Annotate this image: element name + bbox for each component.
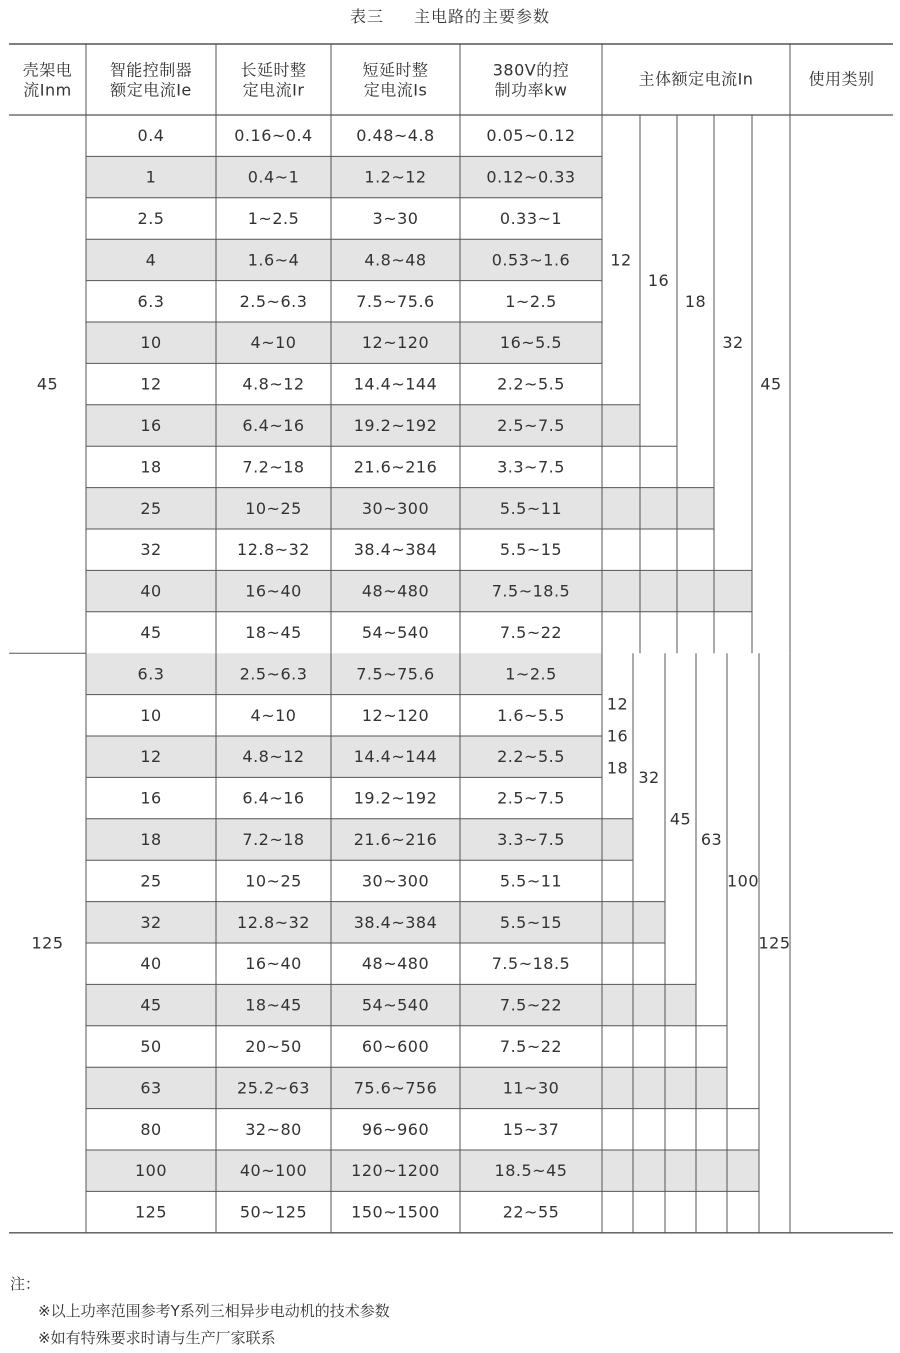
- table-cell: 7.2~18: [242, 830, 305, 849]
- table-cell: 7.2~18: [242, 457, 305, 477]
- table-cell: 0.16~0.4: [234, 126, 313, 146]
- table-cell: 4~10: [250, 705, 297, 725]
- caption-label: 表三: [349, 7, 384, 26]
- table-cell: 40~100: [239, 1161, 308, 1181]
- table-cell: 30~300: [361, 498, 430, 518]
- column-header: 额定电流Ie: [110, 80, 192, 100]
- rated-current-in: 63: [700, 830, 723, 849]
- table-cell: 22~55: [502, 1202, 560, 1222]
- frame-current: 45: [36, 374, 59, 394]
- table-cell: 4: [145, 250, 157, 270]
- rated-current-in: 32: [638, 767, 660, 787]
- table-cell: 54~540: [361, 995, 430, 1015]
- table-cell: 7.5~22: [499, 623, 563, 642]
- note-item: ※以上功率范围参考Y系列三相异步电动机的技术参数: [38, 1302, 390, 1320]
- table-cell: 30~300: [361, 871, 430, 891]
- table-cell: 7.5~18.5: [491, 581, 571, 601]
- rated-current-in: 18: [606, 758, 629, 778]
- column-header: 流Inm: [23, 80, 72, 100]
- table-cell: 16~40: [245, 954, 302, 974]
- table-cell: 38.4~384: [353, 540, 438, 560]
- table-cell: 50~125: [239, 1202, 308, 1222]
- table-cell: 12: [140, 374, 162, 394]
- rated-current-in: 18: [684, 291, 707, 311]
- table-cell: 120~1200: [351, 1161, 440, 1181]
- shaded-in-cell: [640, 570, 677, 611]
- table-cell: 18: [140, 830, 162, 849]
- table-cell: 0.05~0.12: [486, 126, 576, 146]
- table-cell: 4~10: [250, 333, 297, 353]
- table-cell: 3.3~7.5: [497, 830, 565, 849]
- table-cell: 6.3: [137, 664, 165, 684]
- shaded-in-cell: [677, 488, 714, 529]
- table-cell: 3~30: [372, 209, 419, 228]
- rated-current-in: 45: [760, 374, 782, 394]
- shaded-in-cell: [640, 488, 677, 529]
- note-item: ※如有特殊要求时请与生产厂家联系: [38, 1329, 276, 1347]
- table-cell: 2.2~5.5: [497, 374, 565, 394]
- column-header: 壳架电: [22, 60, 73, 80]
- shaded-in-cell: [633, 1150, 665, 1191]
- table-cell: 1: [145, 167, 157, 187]
- table-cell: 1.6~4: [247, 250, 300, 270]
- column-header: 定电流Is: [363, 80, 428, 100]
- column-header: 制功率kw: [494, 80, 568, 100]
- table-cell: 2.5~6.3: [239, 291, 308, 311]
- table-cell: 18.5~45: [494, 1161, 568, 1181]
- table-cell: 12~120: [361, 333, 430, 353]
- table-cell: 80: [140, 1119, 162, 1139]
- table-cell: 12: [140, 747, 162, 767]
- table-cell: 7.5~22: [499, 1037, 563, 1056]
- table-cell: 54~540: [361, 623, 430, 642]
- table-cell: 10~25: [245, 498, 302, 518]
- table-cell: 1~2.5: [505, 664, 557, 684]
- shaded-in-cell: [602, 902, 633, 943]
- table-cell: 7.5~22: [499, 995, 563, 1015]
- table-cell: 1~2.5: [247, 209, 300, 228]
- shaded-in-cell: [633, 1067, 665, 1108]
- shaded-in-cell: [633, 984, 665, 1025]
- table-cell: 1~2.5: [505, 291, 557, 311]
- shaded-in-cell: [696, 1067, 727, 1108]
- table-cell: 10: [140, 333, 162, 353]
- shaded-in-cell: [665, 1150, 696, 1191]
- table-cell: 10: [140, 705, 162, 725]
- table-cell: 5.5~15: [499, 540, 563, 560]
- shaded-in-cell: [602, 819, 633, 860]
- table-cell: 100: [134, 1161, 168, 1181]
- table-cell: 18~45: [245, 995, 302, 1015]
- shaded-in-cell: [677, 570, 714, 611]
- rated-current-in: 16: [647, 271, 670, 291]
- table-cell: 2.5: [137, 209, 165, 228]
- shaded-in-cell: [665, 984, 696, 1025]
- shaded-in-cell: [602, 1150, 633, 1191]
- table-cell: 2.5~7.5: [497, 788, 565, 808]
- table-cell: 12.8~32: [237, 540, 310, 560]
- table-cell: 32~80: [245, 1119, 302, 1139]
- table-cell: 0.4: [137, 126, 165, 146]
- table-cell: 7.5~18.5: [491, 954, 571, 974]
- column-header: 智能控制器: [109, 60, 193, 80]
- table-cell: 25: [140, 871, 162, 891]
- rated-current-in: 16: [606, 726, 629, 746]
- table-cell: 4.8~48: [364, 250, 427, 270]
- table-cell: 16: [140, 788, 162, 808]
- table-cell: 45: [140, 623, 162, 642]
- table-cell: 16: [140, 416, 162, 435]
- table-cell: 5.5~11: [499, 498, 563, 518]
- table-cell: 0.48~4.8: [356, 126, 435, 146]
- table-cell: 12.8~32: [237, 912, 310, 932]
- rated-current-in: 100: [726, 871, 760, 891]
- caption-title: 主电路的主要参数: [414, 7, 551, 26]
- table-cell: 25.2~63: [237, 1078, 310, 1098]
- table-cell: 19.2~192: [353, 788, 438, 808]
- table-cell: 7.5~75.6: [356, 664, 435, 684]
- table-cell: 5.5~11: [499, 871, 563, 891]
- shaded-in-cell: [602, 570, 640, 611]
- table-cell: 5.5~15: [499, 912, 563, 932]
- table-cell: 150~1500: [351, 1202, 440, 1222]
- table-cell: 2.5~6.3: [239, 664, 308, 684]
- table-cell: 2.2~5.5: [497, 747, 565, 767]
- shaded-in-cell: [727, 1150, 759, 1191]
- table-cell: 25: [140, 498, 162, 518]
- table-cell: 1.2~12: [364, 167, 427, 187]
- table-cell: 18~45: [245, 623, 302, 642]
- column-header: 长延时整: [240, 60, 307, 80]
- table-cell: 32: [140, 912, 162, 932]
- table-cell: 40: [140, 581, 162, 601]
- shaded-in-cell: [602, 405, 640, 446]
- table-cell: 63: [140, 1078, 162, 1098]
- table-cell: 45: [140, 995, 162, 1015]
- table-cell: 11~30: [502, 1078, 560, 1098]
- shaded-in-cell: [602, 1067, 633, 1108]
- shaded-in-cell: [696, 1150, 727, 1191]
- table-cell: 75.6~756: [353, 1078, 438, 1098]
- rated-current-in: 12: [610, 250, 632, 270]
- table-cell: 0.53~1.6: [491, 250, 571, 270]
- frame-current: 125: [31, 933, 64, 953]
- shaded-in-cell: [714, 570, 752, 611]
- table-cell: 0.4~1: [247, 167, 300, 187]
- table-cell: 4.8~12: [242, 747, 305, 767]
- table-cell: 38.4~384: [353, 912, 438, 932]
- rated-current-in: 125: [758, 933, 791, 953]
- notes-title: 注：: [10, 1275, 41, 1293]
- table-cell: 125: [134, 1202, 168, 1222]
- table-cell: 6.4~16: [242, 416, 305, 435]
- table-cell: 19.2~192: [353, 416, 438, 435]
- table-cell: 20~50: [245, 1037, 302, 1056]
- table-cell: 10~25: [245, 871, 302, 891]
- column-header: 短延时整: [362, 60, 429, 80]
- table-cell: 32: [140, 540, 162, 560]
- rated-current-in: 12: [606, 694, 629, 714]
- table-cell: 1.6~5.5: [497, 705, 565, 725]
- shaded-in-cell: [633, 902, 665, 943]
- table-cell: 18: [140, 457, 162, 477]
- shaded-in-cell: [665, 1067, 696, 1108]
- rated-current-in: 32: [722, 333, 744, 353]
- rated-current-in: 45: [669, 809, 692, 829]
- table-cell: 14.4~144: [353, 374, 438, 394]
- table-cell: 0.12~0.33: [486, 167, 576, 187]
- table-cell: 6.3: [137, 291, 165, 311]
- table-cell: 0.33~1: [499, 209, 563, 228]
- table-cell: 12~120: [361, 705, 430, 725]
- table-cell: 6.4~16: [242, 788, 305, 808]
- column-header: 380V的控: [492, 60, 570, 80]
- column-header: 使用类别: [808, 69, 875, 89]
- shaded-in-cell: [602, 984, 633, 1025]
- column-header: 定电流Ir: [242, 80, 305, 100]
- table-cell: 7.5~75.6: [356, 291, 435, 311]
- column-header: 主体额定电流In: [638, 69, 754, 89]
- table-cell: 21.6~216: [353, 457, 438, 477]
- table-cell: 21.6~216: [353, 830, 438, 849]
- table-cell: 3.3~7.5: [497, 457, 565, 477]
- table-cell: 60~600: [361, 1037, 430, 1056]
- table-cell: 4.8~12: [242, 374, 305, 394]
- table-cell: 14.4~144: [353, 747, 438, 767]
- shaded-in-cell: [602, 488, 640, 529]
- table-cell: 16~5.5: [499, 333, 563, 353]
- table-cell: 40: [140, 954, 162, 974]
- table-cell: 50: [140, 1037, 162, 1056]
- table-cell: 15~37: [502, 1119, 560, 1139]
- table-cell: 16~40: [245, 581, 302, 601]
- table-cell: 48~480: [361, 954, 430, 974]
- table-cell: 2.5~7.5: [497, 416, 565, 435]
- table-cell: 96~960: [361, 1119, 430, 1139]
- table-cell: 48~480: [361, 581, 430, 601]
